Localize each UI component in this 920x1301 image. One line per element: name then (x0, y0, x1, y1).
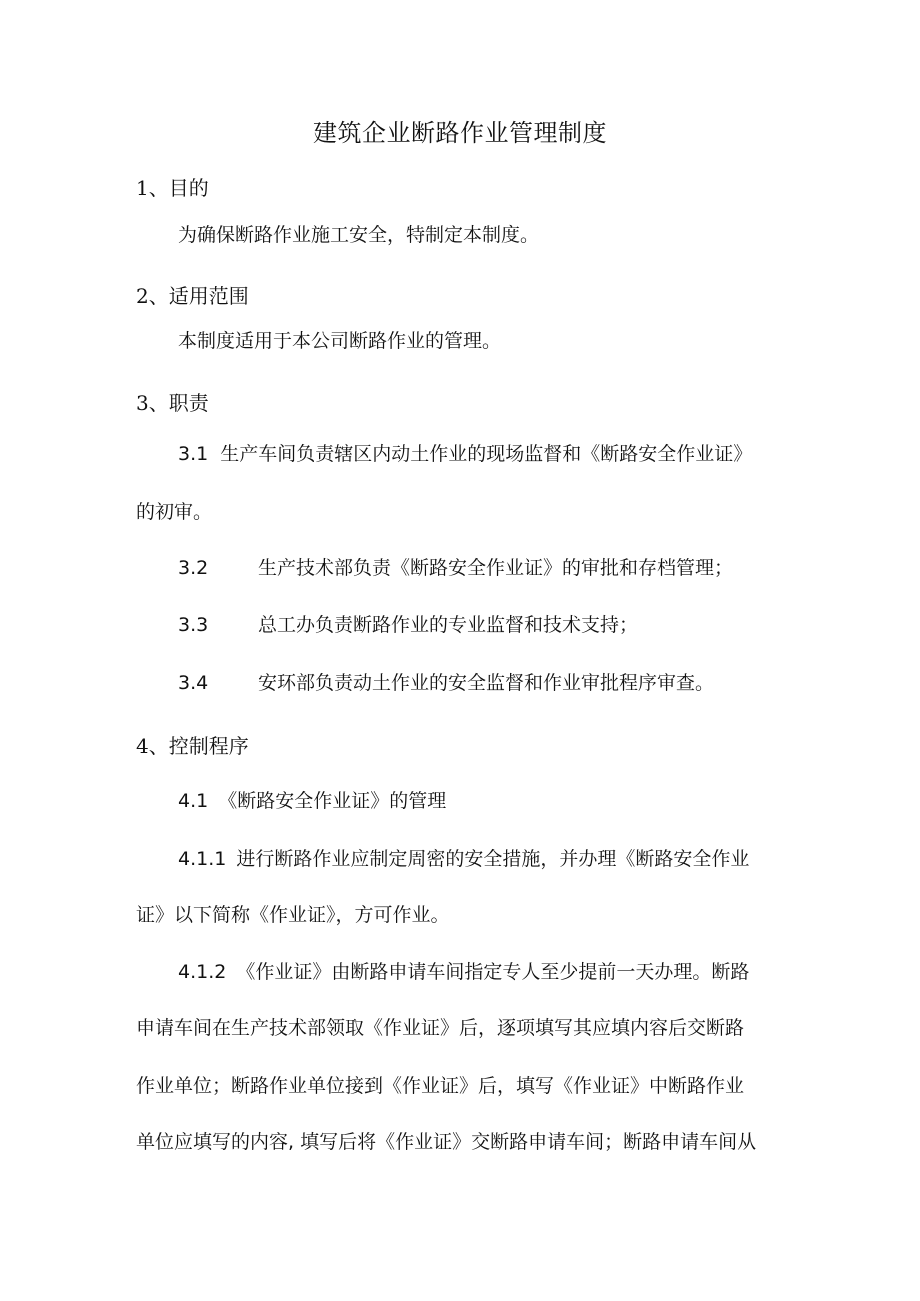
item-4-1-2-number: 4.1.2 (178, 961, 227, 983)
item-4-1-2 (178, 959, 749, 985)
section-1-heading: 1、目的 (136, 176, 209, 200)
item-4-1 (178, 788, 446, 814)
section-2-body: 本制度适用于本公司断路作业的管理。 (178, 330, 502, 352)
item-4-1-1-number: 4.1.1 (178, 848, 227, 870)
item-4-1-1-text: 进行断路作业应制定周密的安全措施，并办理《断路安全作业 (236, 848, 750, 870)
item-3-1-text: 生产车间负责辖区内动土作业的现场监督和《断路安全作业证》 (220, 443, 753, 465)
item-3-2-number: 3.2 (178, 557, 209, 579)
item-4-1-2-line-3: 作业单位；断路作业单位接到《作业证》后，填写《作业证》中断路作业 (136, 1075, 745, 1097)
item-3-1 (178, 441, 752, 467)
item-4-1-2-line-4: 单位应填写的内容, 填写后将《作业证》交断路申请车间；断路申请车间从 (136, 1131, 757, 1153)
item-3-4-text: 安环部负责动土作业的安全监督和作业审批程序审查。 (258, 672, 715, 694)
item-4-1-1-continuation: 证》以下简称《作业证》，方可作业。 (136, 904, 450, 926)
item-3-2 (178, 555, 733, 581)
item-3-3-text: 总工办负责断路作业的专业监督和技术支持； (258, 614, 639, 636)
item-3-3-number: 3.3 (178, 614, 209, 636)
item-3-4-number: 3.4 (178, 672, 209, 694)
item-3-3 (178, 612, 638, 638)
section-2-heading: 2、适用范围 (136, 284, 249, 308)
item-4-1-2-text: 《作业证》由断路申请车间指定专人至少提前一天办理。断路 (236, 961, 750, 983)
item-4-1-2-line-2: 申请车间在生产技术部领取《作业证》后，逐项填写其应填内容后交断路 (136, 1017, 745, 1039)
document-title: 建筑企业断路作业管理制度 (313, 119, 607, 147)
section-3-heading: 3、职责 (136, 391, 209, 415)
section-4-heading: 4、控制程序 (136, 734, 249, 758)
item-3-2-text: 生产技术部负责《断路安全作业证》的审批和存档管理； (258, 557, 734, 579)
item-3-1-continuation: 的初审。 (136, 501, 213, 523)
section-1-body: 为确保断路作业施工安全，特制定本制度。 (178, 224, 540, 246)
item-4-1-1 (178, 846, 749, 872)
item-4-1-text: 《断路安全作业证》的管理 (218, 790, 447, 812)
item-3-1-number: 3.1 (178, 443, 209, 465)
item-4-1-number: 4.1 (178, 790, 209, 812)
item-3-4 (178, 670, 714, 696)
